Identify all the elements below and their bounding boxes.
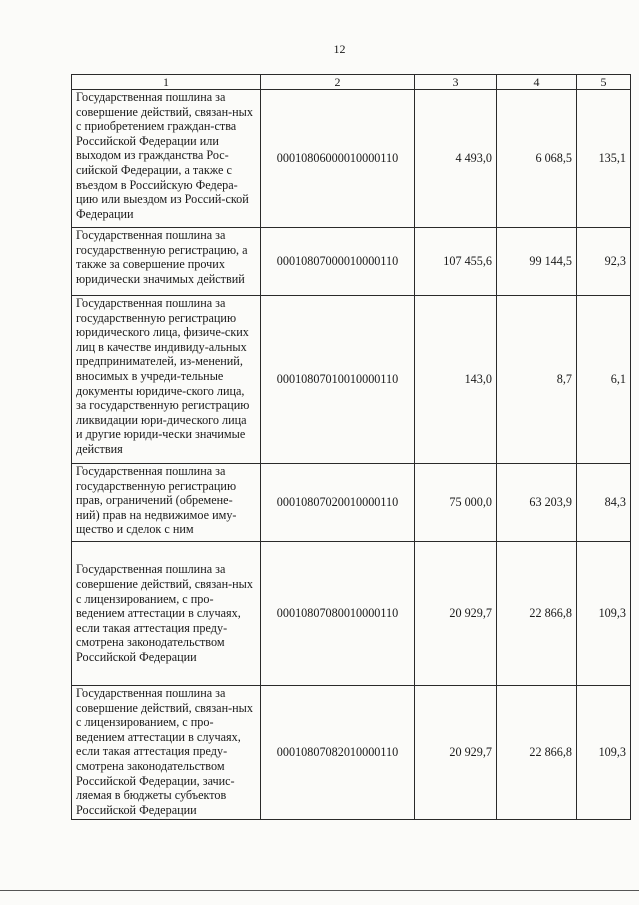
page-bottom-rule: [0, 890, 639, 891]
table-row: [72, 90, 631, 228]
row-value-col3: 75 000,0: [415, 464, 497, 542]
row-code: 00010807000010000110: [261, 228, 415, 296]
row-value-col3: 20 929,7: [415, 542, 497, 686]
header-col-4: 4: [497, 75, 577, 90]
table-row: [72, 296, 631, 464]
row-code: 00010807020010000110: [261, 464, 415, 542]
row-code: 00010807080010000110: [261, 542, 415, 686]
row-value-col5: 92,3: [577, 228, 631, 296]
row-name: Государственная пошлина за совершение действий, связан-ных с лицензированием, с про-ведением аттестации в случаях, если такая аттестация преду-смотрена законодательством Российской Федерации: [72, 542, 261, 686]
row-value-col4: 8,7: [497, 296, 577, 464]
row-value-col3: 20 929,7: [415, 686, 497, 820]
header-col-3: 3: [415, 75, 497, 90]
row-value-col5: 6,1: [577, 296, 631, 464]
header-col-1: 1: [72, 75, 261, 90]
row-value-col5: 135,1: [577, 90, 631, 228]
row-value-col5: 109,3: [577, 686, 631, 820]
table-header-row: [72, 75, 631, 90]
table-row: [72, 464, 631, 542]
row-value-col3: 143,0: [415, 296, 497, 464]
header-col-2: 2: [261, 75, 415, 90]
header-col-5: 5: [577, 75, 631, 90]
row-code: 00010807082010000110: [261, 686, 415, 820]
row-name: Государственная пошлина за государственную регистрацию, а также за совершение прочих юридически значимых действий: [72, 228, 261, 296]
row-code: 00010807010010000110: [261, 296, 415, 464]
row-value-col4: 22 866,8: [497, 686, 577, 820]
row-value-col5: 84,3: [577, 464, 631, 542]
row-name: Государственная пошлина за государственную регистрацию юридического лица, физиче-ских лиц в качестве индивиду-альных предпринимателей, из-менений, вносимых в учреди-тельные документы юридиче-ского лица, за государственную регистрацию ликвидации юри-дического лица и другие юриди-чески значимые действия: [72, 296, 261, 464]
table-row: [72, 542, 631, 686]
row-name: Государственная пошлина за совершение действий, связан-ных с приобретением граждан-ства Российской Федерации или выходом из гражданства Рос-сийской Федерации, а также с въездом в Российскую Федера-цию или выездом из Россий-ской Федерации: [72, 90, 261, 228]
table-row: [72, 686, 631, 820]
row-code: 00010806000010000110: [261, 90, 415, 228]
budget-table: [71, 74, 631, 820]
row-value-col4: 6 068,5: [497, 90, 577, 228]
row-value-col3: 107 455,6: [415, 228, 497, 296]
row-value-col3: 4 493,0: [415, 90, 497, 228]
row-value-col4: 99 144,5: [497, 228, 577, 296]
table-row: [72, 228, 631, 296]
row-name: Государственная пошлина за совершение действий, связан-ных с лицензированием, с про-ведением аттестации в случаях, если такая аттестация преду-смотрена законодательством Российской Федерации, зачис-ляемая в бюджеты субъектов Российской Федерации: [72, 686, 261, 820]
row-value-col4: 63 203,9: [497, 464, 577, 542]
row-value-col5: 109,3: [577, 542, 631, 686]
row-value-col4: 22 866,8: [497, 542, 577, 686]
row-name: Государственная пошлина за государственную регистрацию прав, ограничений (обремене-ний) прав на недвижимое иму-щество и сделок с ним: [72, 464, 261, 542]
page-number: 12: [333, 42, 346, 56]
